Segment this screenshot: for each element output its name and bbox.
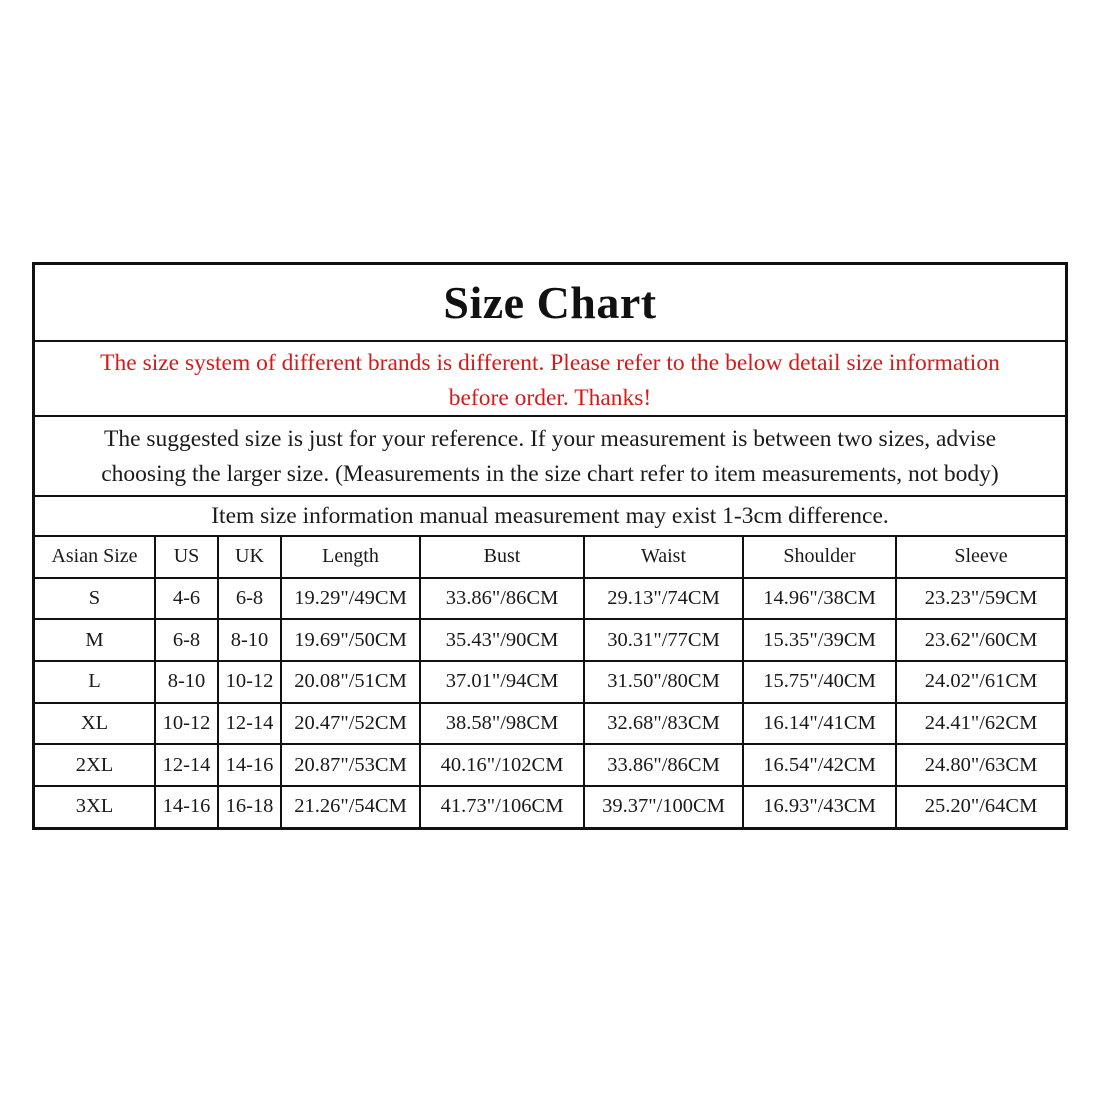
cell-us: 10-12	[155, 703, 218, 745]
cell-bust: 41.73"/106CM	[420, 786, 584, 827]
cell-sleeve: 23.62"/60CM	[896, 619, 1065, 661]
cell-bust: 33.86"/86CM	[420, 578, 584, 620]
cell-us: 14-16	[155, 786, 218, 827]
cell-uk: 16-18	[218, 786, 281, 827]
size-chart	[32, 262, 1068, 830]
cell-shoulder: 16.93"/43CM	[743, 786, 896, 827]
cell-us: 4-6	[155, 578, 218, 620]
size-advice	[35, 417, 1065, 497]
cell-us: 12-14	[155, 744, 218, 786]
advice-line: The suggested size is just for your reference. If your measurement is between two sizes, advise	[103, 426, 997, 452]
cell-bust: 40.16"/102CM	[420, 744, 584, 786]
cell-uk: 12-14	[218, 703, 281, 745]
cell-asian-size: XL	[35, 703, 155, 745]
cell-shoulder: 15.75"/40CM	[743, 661, 896, 703]
header-asian-size: Asian Size	[35, 537, 155, 578]
cell-asian-size: 2XL	[35, 744, 155, 786]
cell-waist: 32.68"/83CM	[584, 703, 743, 745]
cell-asian-size: S	[35, 578, 155, 620]
header-shoulder: Shoulder	[743, 537, 896, 578]
table-row	[35, 578, 1065, 620]
notice-line: before order. Thanks!	[448, 385, 652, 411]
cell-bust: 35.43"/90CM	[420, 619, 584, 661]
cell-length: 20.47"/52CM	[281, 703, 420, 745]
advice-line: choosing the larger size. (Measurements in the size chart refer to item measurements, not body)	[101, 461, 999, 487]
table-row	[35, 703, 1065, 745]
notice-line: The size system of different brands is different. Please refer to the below detail size information	[100, 350, 1000, 376]
cell-asian-size: 3XL	[35, 786, 155, 827]
table-header-row	[35, 537, 1065, 578]
cell-waist: 30.31"/77CM	[584, 619, 743, 661]
cell-uk: 10-12	[218, 661, 281, 703]
header-uk: UK	[218, 537, 281, 578]
cell-uk: 6-8	[218, 578, 281, 620]
cell-bust: 37.01"/94CM	[420, 661, 584, 703]
cell-waist: 39.37"/100CM	[584, 786, 743, 827]
cell-length: 19.69"/50CM	[281, 619, 420, 661]
header-sleeve: Sleeve	[896, 537, 1065, 578]
brand-notice	[35, 342, 1065, 417]
cell-length: 20.87"/53CM	[281, 744, 420, 786]
cell-us: 8-10	[155, 661, 218, 703]
cell-sleeve: 23.23"/59CM	[896, 578, 1065, 620]
cell-bust: 38.58"/98CM	[420, 703, 584, 745]
page-title: Size Chart	[443, 277, 657, 328]
table-row	[35, 661, 1065, 703]
cell-uk: 14-16	[218, 744, 281, 786]
cell-uk: 8-10	[218, 619, 281, 661]
table-row	[35, 744, 1065, 786]
cell-us: 6-8	[155, 619, 218, 661]
cell-shoulder: 15.35"/39CM	[743, 619, 896, 661]
cell-waist: 33.86"/86CM	[584, 744, 743, 786]
cell-length: 20.08"/51CM	[281, 661, 420, 703]
cell-sleeve: 24.80"/63CM	[896, 744, 1065, 786]
cell-length: 19.29"/49CM	[281, 578, 420, 620]
cell-shoulder: 16.54"/42CM	[743, 744, 896, 786]
cell-shoulder: 14.96"/38CM	[743, 578, 896, 620]
header-waist: Waist	[584, 537, 743, 578]
cell-sleeve: 24.41"/62CM	[896, 703, 1065, 745]
cell-shoulder: 16.14"/41CM	[743, 703, 896, 745]
cell-length: 21.26"/54CM	[281, 786, 420, 827]
header-bust: Bust	[420, 537, 584, 578]
cell-asian-size: L	[35, 661, 155, 703]
table-row	[35, 786, 1065, 827]
header-length: Length	[281, 537, 420, 578]
cell-asian-size: M	[35, 619, 155, 661]
cell-waist: 29.13"/74CM	[584, 578, 743, 620]
title-band	[35, 265, 1065, 342]
cell-waist: 31.50"/80CM	[584, 661, 743, 703]
header-us: US	[155, 537, 218, 578]
table-row	[35, 619, 1065, 661]
size-table	[35, 537, 1065, 827]
cell-sleeve: 24.02"/61CM	[896, 661, 1065, 703]
difference-note: Item size information manual measurement may exist 1-3cm difference.	[35, 497, 1065, 537]
cell-sleeve: 25.20"/64CM	[924, 795, 1038, 818]
